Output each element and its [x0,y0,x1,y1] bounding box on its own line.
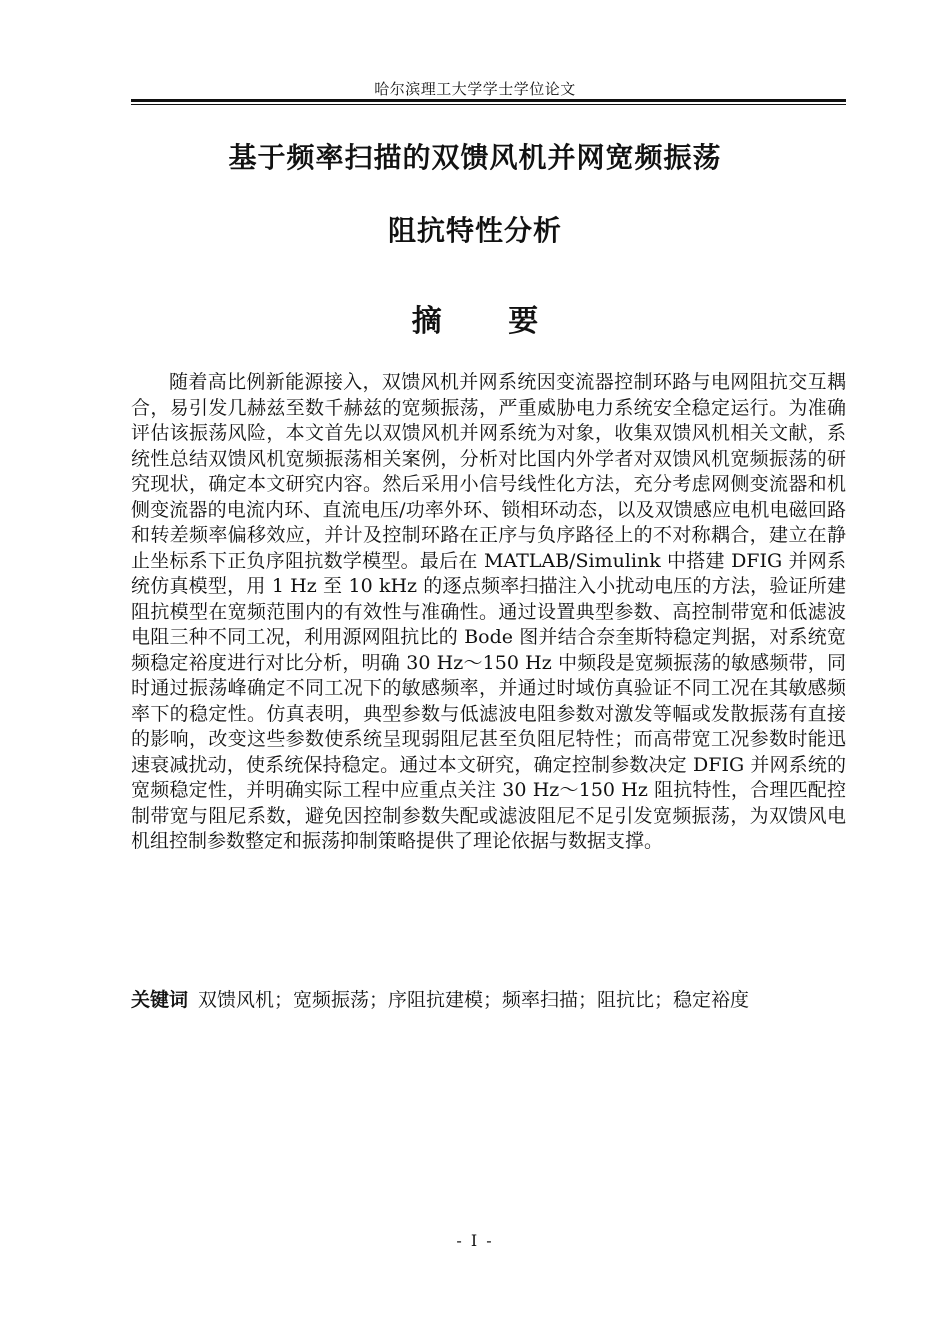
header-rule-thin [131,104,846,105]
keywords-label: 关键词 [131,989,189,1011]
keywords-section [131,988,846,1014]
abstract-heading: 摘 要 [411,304,567,339]
page-number: - I - [456,1231,494,1250]
header-rule-thick [131,99,846,102]
paper-title-line-1: 基于频率扫描的双馈风机并网宽频振荡 [228,141,722,174]
paper-title-line-2: 阻抗特性分析 [387,214,562,247]
keywords-text: 双馈风机；宽频振荡；序阻抗建模；频率扫描；阻抗比；稳定裕度 [198,989,750,1011]
abstract-body: 随着高比例新能源接入，双馈风机并网系统因变流器控制环路与电网阻抗交互耦合，易引发几赫兹至数千赫兹的宽频振荡，严重威胁电力系统安全稳定运行。为准确评估该振荡风险，本文首先以双馈风机并网系统为对象，收集双馈风机相关文献，系统性总结双馈风机宽频振荡相关案例，分析对比国内外学者对双馈风机宽频振荡的研究现状，确定本文研究内容。然后采用小信号线性化方法，充分考虑网侧变流器和机侧变流器的电流内环、直流电压/功率外环、锁相环动态，以及双馈感应电机电磁回路和转差频率偏移效应，并计及控制环路在正序与负序路径上的不对称耦合，建立在静止坐标系下正负序阻抗数学模型。最后在 MATLAB/Simulink 中搭建 DFIG 并网系统仿真模型，用 1 Hz 至 10 kHz 的逐点频率扫描注入小扰动电压的方法，验证所建阻抗模型在宽频范围内的有效性与准确性。通过设置典型参数、高控制带宽和低滤波电阻三种不同工况，利用源网阻抗比的 Bode 图并结合奈奎斯特稳定判据，对系统宽频稳定裕度进行对比分析，明确 30 Hz～150 Hz 中频段是宽频振荡的敏感频带，同时通过振荡峰确定不同工况下的敏感频率，并通过时域仿真验证不同工况在其敏感频率下的稳定性。仿真表明，典型参数与低滤波电阻参数对激发等幅或发散振荡有直接的影响，改变这些参数使系统呈现弱阻尼甚至负阻尼特性；而高带宽工况参数时能迅速衰减扰动，使系统保持稳定。通过本文研究，确定控制参数决定 DFIG 并网系统的宽频稳定性，并明确实际工程中应重点关注 30 Hz～150 Hz 阻抗特性，合理匹配控制带宽与阻尼系数，避免因控制参数失配或滤波阻尼不足引发宽频振荡，为双馈风电机组控制参数整定和振荡抑制策略提供了理论依据与数据支撑。 [131,371,846,852]
running-header: 哈尔滨理工大学学士学位论文 [374,80,576,98]
